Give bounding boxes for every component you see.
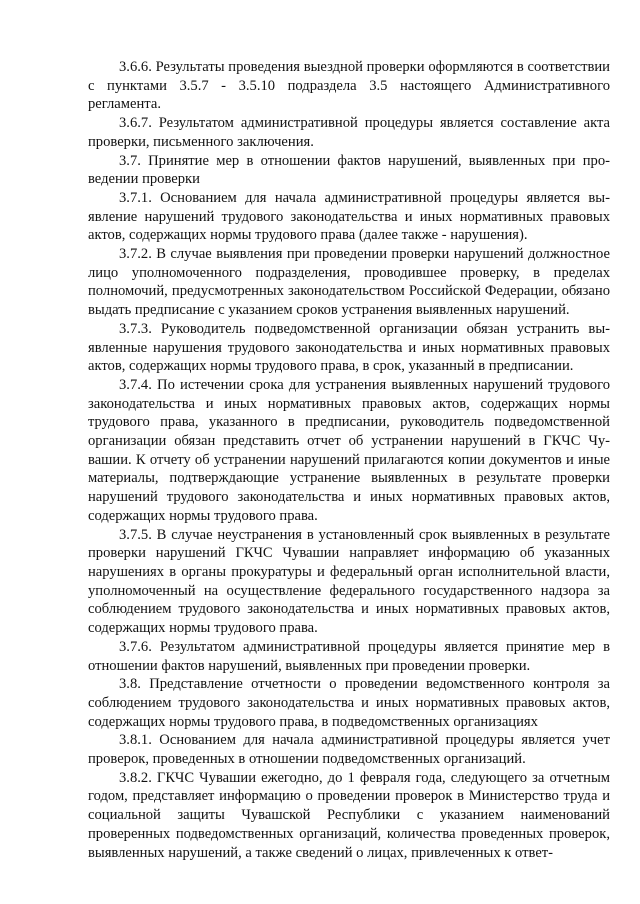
paragraph-3-8-1: 3.8.1. Основанием для начала административной процедуры является учет проверок, проведенных в отношении подведомственных организаций. [88,732,610,768]
paragraph-3-7-4: 3.7.4. По истечении срока для устранения выявленных нарушений трудового законодательства и иных нормативных правовых актов, содержащих нормы трудового права, указанного в предписании, руководитель подведомственной организации обязан представить отчет об устранении нарушений в ГКЧС Чувашии. К отчету об устранении нарушений прилагаются копии документов и иные материалы, подтверждающие устранение выявленных в результате проверки нарушений трудового законодательства и иных нормативных правовых актов, содержащих нормы трудового права. [88,376,610,524]
document-page [88,58,610,862]
paragraph-3-7-6: 3.7.6. Результатом административной процедуры является принятие мер в отношении фактов нарушений, выявленных при проведении проверки. [88,638,610,674]
section-heading-3-7: 3.7. Принятие мер в отношении фактов нарушений, выявленных при проведении проверки [88,152,610,188]
paragraph-3-7-2: 3.7.2. В случае выявления при проведении проверки нарушений должностное лицо уполномоченного подразделения, проводившее проверку, в пределах полномочий, предусмотренных законодательством Российской Федерации, обязано выдать предписание с указанием сроков устранения выявленных нарушений. [88,246,610,319]
paragraph-3-7-5: 3.7.5. В случае неустранения в установленный срок выявленных в результате проверки нарушений ГКЧС Чувашии направляет информацию об указанных нарушениях в органы прокуратуры и федеральный орган исполнительной власти, уполномоченный на осуществление федерального государственного надзора за соблюдением трудового законодательства и иных нормативных правовых актов, содержащих нормы трудового права. [88,526,610,637]
paragraph-3-7-1: 3.7.1. Основанием для начала административной процедуры является выявление нарушений трудового законодательства и иных нормативных правовых актов, содержащих нормы трудового права (далее также - нарушения). [88,189,610,244]
section-heading-3-8: 3.8. Представление отчетности о проведении ведомственного контроля за соблюдением трудового законодательства и иных нормативных правовых актов, содержащих нормы трудового права, в подведомственных организациях [88,676,610,730]
paragraph-3-8-2: 3.8.2. ГКЧС Чувашии ежегодно, до 1 февраля года, следующего за отчетным годом, представляет информацию о проведении проверок в Министерство труда и социальной защиты Чувашской Республики с указанием наименований проверенных подведомственных организаций, количества проведенных проверок, выявленных нарушений, а также сведений о лицах, привлеченных к ответ- [88,769,610,861]
paragraph-3-6-7: 3.6.7. Результатом административной процедуры является составление акта проверки, письменного заключения. [88,115,610,150]
paragraph-3-7-3: 3.7.3. Руководитель подведомственной организации обязан устранить выявленные нарушения трудового законодательства и иных нормативных правовых актов, содержащих нормы трудового права, в срок, указанный в предписании. [88,320,610,375]
paragraph-3-6-6: 3.6.6. Результаты проведения выездной проверки оформляются в соответствии с пунктами 3.5.7 - 3.5.10 подраздела 3.5 настоящего Административного регламента. [88,59,610,113]
